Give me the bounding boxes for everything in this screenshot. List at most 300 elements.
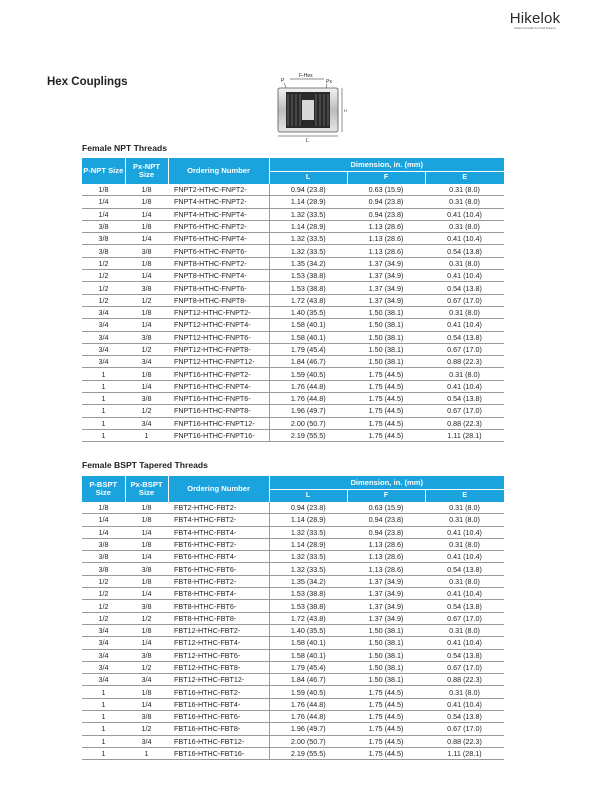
npt-cell-ordering-number: FNPT6-HTHC-FNPT4- [168,233,269,245]
bspt-cell-dim-e: 1.11 (28.1) [425,747,504,759]
bspt-cell-dim-l: 1.72 (43.8) [269,612,347,624]
npt-header-px: Px-NPT Size [125,158,168,184]
npt-cell-dim-e: 0.41 (10.4) [425,319,504,331]
bspt-cell-dim-l: 1.35 (34.2) [269,575,347,587]
npt-cell-dim-l: 1.58 (40.1) [269,319,347,331]
brand-logo [500,10,570,30]
bspt-cell-dim-f: 1.37 (34.9) [347,588,425,600]
npt-cell-dim-l: 1.53 (38.8) [269,282,347,294]
npt-cell-dim-e: 0.31 (8.0) [425,220,504,232]
npt-cell-dim-f: 1.37 (34.9) [347,282,425,294]
table-row [82,294,504,306]
npt-cell-ordering-number: FNPT12-HTHC-FNPT6- [168,331,269,343]
table-row [82,380,504,392]
npt-cell-ordering-number: FNPT16-HTHC-FNPT16- [168,429,269,441]
bspt-cell-dim-e: 0.67 (17.0) [425,723,504,735]
npt-cell-dim-f: 1.13 (28.6) [347,245,425,257]
npt-cell-p-size: 1 [82,380,125,392]
npt-cell-ordering-number: FNPT16-HTHC-FNPT6- [168,393,269,405]
bspt-cell-p-size: 1 [82,686,125,698]
npt-cell-dim-e: 0.54 (13.8) [425,331,504,343]
bspt-cell-px-size: 1/2 [125,612,168,624]
npt-cell-p-size: 3/4 [82,319,125,331]
bspt-cell-dim-l: 1.79 (45.4) [269,661,347,673]
npt-cell-dim-f: 0.94 (23.8) [347,208,425,220]
brand-tagline: Solution Provider For Fluid Systems [514,27,556,30]
npt-cell-dim-l: 1.14 (28.9) [269,220,347,232]
bspt-header-f: F [347,490,425,503]
npt-cell-dim-f: 1.50 (38.1) [347,356,425,368]
table-row [82,319,504,331]
diagram-label-hex: F-Hex [299,73,313,79]
npt-cell-p-size: 3/4 [82,331,125,343]
npt-cell-px-size: 3/4 [125,356,168,368]
bspt-cell-ordering-number: FBT16-HTHC-FBT16- [168,747,269,759]
table-row [82,624,504,636]
table-row [82,368,504,380]
bspt-cell-p-size: 1/8 [82,502,125,514]
bspt-cell-dim-f: 1.75 (44.5) [347,711,425,723]
npt-cell-dim-l: 1.14 (28.9) [269,196,347,208]
table-row [82,306,504,318]
bspt-cell-dim-e: 0.31 (8.0) [425,624,504,636]
npt-header-l: L [269,172,347,185]
bspt-cell-px-size: 1/4 [125,637,168,649]
npt-cell-px-size: 1 [125,429,168,441]
npt-cell-dim-e: 0.31 (8.0) [425,257,504,269]
table-row [82,343,504,355]
npt-cell-dim-f: 1.75 (44.5) [347,368,425,380]
bspt-cell-dim-l: 1.53 (38.8) [269,588,347,600]
bspt-cell-dim-l: 1.96 (49.7) [269,723,347,735]
npt-cell-dim-f: 1.37 (34.9) [347,270,425,282]
npt-section-title: Female NPT Threads [82,143,168,153]
npt-cell-dim-l: 1.32 (33.5) [269,208,347,220]
bspt-cell-dim-f: 1.50 (38.1) [347,624,425,636]
hex-coupling-diagram [270,70,360,150]
npt-cell-ordering-number: FNPT12-HTHC-FNPT8- [168,343,269,355]
bspt-cell-dim-e: 0.54 (13.8) [425,649,504,661]
npt-cell-dim-e: 0.54 (13.8) [425,245,504,257]
npt-cell-ordering-number: FNPT4-HTHC-FNPT2- [168,196,269,208]
bspt-cell-px-size: 1/8 [125,538,168,550]
bspt-header-l: L [269,490,347,503]
table-row [82,551,504,563]
bspt-cell-px-size: 1/4 [125,588,168,600]
bspt-cell-dim-f: 0.94 (23.8) [347,526,425,538]
bspt-cell-p-size: 1/2 [82,588,125,600]
bspt-cell-ordering-number: FBT16-HTHC-FBT12- [168,735,269,747]
bspt-cell-p-size: 3/4 [82,649,125,661]
npt-cell-ordering-number: FNPT12-HTHC-FNPT4- [168,319,269,331]
npt-cell-dim-l: 1.58 (40.1) [269,331,347,343]
table-row [82,600,504,612]
npt-cell-dim-l: 1.32 (33.5) [269,233,347,245]
bspt-cell-ordering-number: FBT6-HTHC-FBT4- [168,551,269,563]
npt-cell-dim-f: 1.75 (44.5) [347,380,425,392]
bspt-cell-dim-l: 1.59 (40.5) [269,686,347,698]
bspt-cell-p-size: 3/8 [82,538,125,550]
bspt-cell-dim-l: 1.32 (33.5) [269,526,347,538]
npt-cell-dim-l: 1.96 (49.7) [269,405,347,417]
npt-cell-ordering-number: FNPT12-HTHC-FNPT12- [168,356,269,368]
npt-cell-p-size: 3/4 [82,306,125,318]
npt-cell-px-size: 1/2 [125,343,168,355]
table-row [82,356,504,368]
bspt-cell-ordering-number: FBT12-HTHC-FBT2- [168,624,269,636]
bspt-cell-dim-e: 0.54 (13.8) [425,563,504,575]
table-row [82,514,504,526]
npt-cell-ordering-number: FNPT8-HTHC-FNPT6- [168,282,269,294]
npt-cell-dim-l: 1.79 (45.4) [269,343,347,355]
bspt-cell-ordering-number: FBT8-HTHC-FBT6- [168,600,269,612]
bspt-cell-px-size: 3/4 [125,735,168,747]
bspt-cell-dim-l: 1.53 (38.8) [269,600,347,612]
table-row [82,588,504,600]
brand-name: Hikelok [509,10,561,27]
npt-cell-dim-e: 0.41 (10.4) [425,233,504,245]
bspt-cell-p-size: 3/4 [82,661,125,673]
bspt-cell-ordering-number: FBT16-HTHC-FBT8- [168,723,269,735]
table-row [82,245,504,257]
bspt-cell-dim-e: 0.31 (8.0) [425,575,504,587]
bspt-cell-p-size: 1/4 [82,514,125,526]
npt-table-body [82,184,504,442]
table-row [82,674,504,686]
npt-cell-dim-l: 1.59 (40.5) [269,368,347,380]
npt-cell-dim-e: 0.67 (17.0) [425,343,504,355]
table-row [82,257,504,269]
npt-cell-px-size: 1/8 [125,257,168,269]
npt-cell-p-size: 1/2 [82,270,125,282]
bspt-cell-dim-l: 1.14 (28.9) [269,514,347,526]
npt-cell-dim-l: 2.00 (50.7) [269,417,347,429]
bspt-cell-dim-l: 1.14 (28.9) [269,538,347,550]
npt-cell-ordering-number: FNPT8-HTHC-FNPT2- [168,257,269,269]
npt-cell-p-size: 1 [82,405,125,417]
npt-cell-dim-f: 1.37 (34.9) [347,257,425,269]
npt-cell-ordering-number: FNPT6-HTHC-FNPT2- [168,220,269,232]
bspt-cell-px-size: 3/8 [125,711,168,723]
diagram-label-h: H [344,108,347,113]
table-row [82,429,504,441]
table-row [82,661,504,673]
bspt-cell-dim-l: 1.58 (40.1) [269,637,347,649]
npt-cell-px-size: 1/2 [125,294,168,306]
bspt-cell-px-size: 1/8 [125,514,168,526]
table-row [82,612,504,624]
table-row [82,417,504,429]
npt-cell-dim-e: 0.88 (22.3) [425,356,504,368]
npt-cell-ordering-number: FNPT8-HTHC-FNPT8- [168,294,269,306]
bspt-cell-ordering-number: FBT8-HTHC-FBT2- [168,575,269,587]
npt-cell-ordering-number: FNPT16-HTHC-FNPT2- [168,368,269,380]
npt-header-dimension: Dimension, in. (mm) [269,158,504,172]
npt-cell-dim-l: 1.32 (33.5) [269,245,347,257]
table-row [82,575,504,587]
bspt-cell-dim-l: 1.84 (46.7) [269,674,347,686]
bspt-cell-p-size: 3/8 [82,563,125,575]
bspt-cell-px-size: 3/8 [125,563,168,575]
bspt-cell-dim-e: 0.54 (13.8) [425,600,504,612]
bspt-cell-px-size: 1/8 [125,624,168,636]
npt-cell-dim-l: 1.53 (38.8) [269,270,347,282]
bspt-cell-dim-e: 0.31 (8.0) [425,538,504,550]
npt-cell-px-size: 1/8 [125,368,168,380]
npt-cell-dim-f: 1.13 (28.6) [347,233,425,245]
table-row [82,270,504,282]
bspt-cell-dim-f: 1.50 (38.1) [347,674,425,686]
bspt-cell-px-size: 1/2 [125,723,168,735]
npt-cell-px-size: 1/8 [125,184,168,196]
npt-header-ordering: Ordering Number [168,158,269,184]
npt-cell-dim-f: 1.50 (38.1) [347,319,425,331]
bspt-cell-px-size: 1/8 [125,686,168,698]
bspt-cell-dim-e: 0.31 (8.0) [425,514,504,526]
npt-cell-dim-l: 0.94 (23.8) [269,184,347,196]
bspt-header-px: Px-BSPT Size [125,476,168,502]
bspt-cell-dim-f: 1.50 (38.1) [347,661,425,673]
bspt-cell-px-size: 3/8 [125,600,168,612]
bspt-cell-ordering-number: FBT16-HTHC-FBT6- [168,711,269,723]
table-row [82,393,504,405]
bspt-cell-dim-e: 0.41 (10.4) [425,551,504,563]
table-row [82,220,504,232]
npt-cell-p-size: 1/2 [82,294,125,306]
npt-cell-dim-e: 1.11 (28.1) [425,429,504,441]
diagram-label-px: Px [326,79,332,85]
table-row [82,208,504,220]
bspt-cell-dim-e: 0.54 (13.8) [425,711,504,723]
table-row [82,747,504,759]
npt-cell-dim-f: 1.37 (34.9) [347,294,425,306]
table-row [82,282,504,294]
bspt-cell-dim-f: 1.37 (34.9) [347,575,425,587]
bspt-cell-ordering-number: FBT12-HTHC-FBT12- [168,674,269,686]
npt-cell-dim-f: 1.50 (38.1) [347,331,425,343]
bspt-cell-p-size: 1/2 [82,575,125,587]
bspt-cell-dim-e: 0.41 (10.4) [425,698,504,710]
npt-cell-px-size: 3/8 [125,245,168,257]
npt-cell-px-size: 3/8 [125,331,168,343]
npt-cell-dim-e: 0.41 (10.4) [425,270,504,282]
npt-cell-ordering-number: FNPT16-HTHC-FNPT8- [168,405,269,417]
npt-cell-dim-e: 0.31 (8.0) [425,368,504,380]
bspt-cell-dim-f: 1.75 (44.5) [347,686,425,698]
npt-cell-dim-e: 0.41 (10.4) [425,208,504,220]
bspt-cell-dim-f: 1.37 (34.9) [347,600,425,612]
bspt-cell-dim-l: 0.94 (23.8) [269,502,347,514]
npt-cell-dim-f: 1.50 (38.1) [347,343,425,355]
npt-cell-p-size: 1/2 [82,282,125,294]
bspt-cell-dim-l: 2.00 (50.7) [269,735,347,747]
npt-cell-dim-e: 0.31 (8.0) [425,196,504,208]
bspt-cell-dim-l: 1.40 (35.5) [269,624,347,636]
npt-cell-dim-e: 0.88 (22.3) [425,417,504,429]
bspt-cell-px-size: 3/8 [125,649,168,661]
bspt-cell-dim-l: 2.19 (55.5) [269,747,347,759]
npt-cell-p-size: 1/4 [82,196,125,208]
bspt-cell-dim-l: 1.32 (33.5) [269,551,347,563]
npt-cell-dim-l: 1.40 (35.5) [269,306,347,318]
bspt-cell-ordering-number: FBT6-HTHC-FBT2- [168,538,269,550]
npt-cell-dim-e: 0.31 (8.0) [425,306,504,318]
bspt-cell-dim-e: 0.31 (8.0) [425,502,504,514]
bspt-cell-p-size: 3/8 [82,551,125,563]
npt-cell-dim-e: 0.67 (17.0) [425,294,504,306]
npt-cell-dim-e: 0.67 (17.0) [425,405,504,417]
npt-cell-ordering-number: FNPT12-HTHC-FNPT2- [168,306,269,318]
table-row [82,538,504,550]
npt-cell-p-size: 1 [82,417,125,429]
bspt-cell-ordering-number: FBT8-HTHC-FBT4- [168,588,269,600]
bspt-cell-px-size: 1/4 [125,698,168,710]
npt-cell-ordering-number: FNPT2-HTHC-FNPT2- [168,184,269,196]
npt-cell-ordering-number: FNPT6-HTHC-FNPT6- [168,245,269,257]
npt-cell-px-size: 3/8 [125,282,168,294]
npt-cell-dim-e: 0.54 (13.8) [425,282,504,294]
bspt-cell-px-size: 1/8 [125,502,168,514]
npt-cell-px-size: 1/4 [125,319,168,331]
npt-cell-ordering-number: FNPT16-HTHC-FNPT4- [168,380,269,392]
npt-header-p: P-NPT Size [82,158,125,184]
npt-cell-p-size: 1 [82,429,125,441]
bspt-cell-dim-f: 1.37 (34.9) [347,612,425,624]
bspt-cell-ordering-number: FBT16-HTHC-FBT4- [168,698,269,710]
npt-cell-dim-e: 0.41 (10.4) [425,380,504,392]
npt-cell-px-size: 1/4 [125,270,168,282]
table-row [82,735,504,747]
table-row [82,698,504,710]
bspt-cell-dim-e: 0.41 (10.4) [425,588,504,600]
bspt-cell-ordering-number: FBT12-HTHC-FBT8- [168,661,269,673]
npt-cell-px-size: 1/4 [125,380,168,392]
bspt-cell-px-size: 1/4 [125,551,168,563]
npt-cell-px-size: 3/4 [125,417,168,429]
npt-cell-dim-l: 1.35 (34.2) [269,257,347,269]
npt-cell-p-size: 3/8 [82,220,125,232]
npt-cell-dim-l: 1.72 (43.8) [269,294,347,306]
bspt-header-ordering: Ordering Number [168,476,269,502]
npt-cell-dim-l: 1.76 (44.8) [269,393,347,405]
bspt-cell-dim-f: 1.75 (44.5) [347,747,425,759]
npt-cell-px-size: 1/4 [125,233,168,245]
bspt-cell-dim-e: 0.67 (17.0) [425,661,504,673]
table-row [82,723,504,735]
table-row [82,649,504,661]
bspt-cell-dim-f: 0.63 (15.9) [347,502,425,514]
table-row [82,405,504,417]
bspt-cell-p-size: 3/4 [82,674,125,686]
bspt-cell-px-size: 1/2 [125,661,168,673]
npt-cell-p-size: 3/4 [82,343,125,355]
npt-cell-dim-f: 1.50 (38.1) [347,306,425,318]
table-row [82,686,504,698]
npt-cell-ordering-number: FNPT4-HTHC-FNPT4- [168,208,269,220]
bspt-cell-ordering-number: FBT2-HTHC-FBT2- [168,502,269,514]
npt-cell-dim-f: 0.63 (15.9) [347,184,425,196]
bspt-cell-ordering-number: FBT4-HTHC-FBT4- [168,526,269,538]
bspt-cell-ordering-number: FBT12-HTHC-FBT4- [168,637,269,649]
bspt-cell-dim-f: 1.75 (44.5) [347,723,425,735]
table-row [82,711,504,723]
npt-cell-dim-e: 0.54 (13.8) [425,393,504,405]
bspt-cell-ordering-number: FBT4-HTHC-FBT2- [168,514,269,526]
npt-cell-dim-e: 0.31 (8.0) [425,184,504,196]
npt-cell-dim-f: 0.94 (23.8) [347,196,425,208]
bspt-cell-px-size: 1/4 [125,526,168,538]
npt-cell-ordering-number: FNPT8-HTHC-FNPT4- [168,270,269,282]
npt-cell-p-size: 1/2 [82,257,125,269]
bspt-cell-p-size: 1 [82,711,125,723]
bspt-cell-px-size: 1/8 [125,575,168,587]
table-row [82,526,504,538]
bspt-cell-dim-l: 1.32 (33.5) [269,563,347,575]
table-row [82,637,504,649]
bspt-table-body [82,502,504,760]
table-row [82,331,504,343]
npt-cell-px-size: 1/8 [125,306,168,318]
bspt-cell-p-size: 1 [82,735,125,747]
bspt-cell-ordering-number: FBT12-HTHC-FBT6- [168,649,269,661]
table-row [82,502,504,514]
npt-cell-dim-l: 1.84 (46.7) [269,356,347,368]
bspt-cell-p-size: 3/4 [82,624,125,636]
npt-cell-p-size: 1/8 [82,184,125,196]
npt-cell-px-size: 1/8 [125,220,168,232]
npt-cell-p-size: 3/8 [82,233,125,245]
bspt-header-e: E [425,490,504,503]
table-row [82,184,504,196]
npt-cell-px-size: 1/2 [125,405,168,417]
bspt-cell-dim-l: 1.76 (44.8) [269,711,347,723]
bspt-table [82,476,504,760]
bspt-cell-dim-e: 0.88 (22.3) [425,674,504,686]
diagram-label-p: P [281,78,285,84]
npt-cell-p-size: 1/4 [82,208,125,220]
bspt-cell-p-size: 1/4 [82,526,125,538]
npt-cell-px-size: 3/8 [125,393,168,405]
bspt-cell-dim-f: 1.50 (38.1) [347,637,425,649]
bspt-cell-dim-f: 1.13 (28.6) [347,538,425,550]
bspt-cell-p-size: 1/2 [82,600,125,612]
bspt-cell-dim-e: 0.31 (8.0) [425,686,504,698]
bspt-cell-p-size: 1 [82,698,125,710]
bspt-cell-p-size: 1/2 [82,612,125,624]
npt-cell-dim-f: 1.13 (28.6) [347,220,425,232]
npt-cell-dim-f: 1.75 (44.5) [347,393,425,405]
bspt-cell-dim-f: 1.75 (44.5) [347,698,425,710]
bspt-cell-dim-e: 0.88 (22.3) [425,735,504,747]
bspt-cell-p-size: 3/4 [82,637,125,649]
npt-cell-px-size: 1/4 [125,208,168,220]
npt-cell-px-size: 1/8 [125,196,168,208]
bspt-header-p: P-BSPT Size [82,476,125,502]
npt-cell-dim-l: 2.19 (55.5) [269,429,347,441]
bspt-cell-ordering-number: FBT8-HTHC-FBT8- [168,612,269,624]
bspt-cell-dim-l: 1.58 (40.1) [269,649,347,661]
npt-table [82,158,504,442]
bspt-cell-p-size: 1 [82,723,125,735]
bspt-cell-ordering-number: FBT6-HTHC-FBT6- [168,563,269,575]
bspt-cell-ordering-number: FBT16-HTHC-FBT2- [168,686,269,698]
npt-header-f: F [347,172,425,185]
npt-cell-dim-l: 1.76 (44.8) [269,380,347,392]
bspt-cell-dim-f: 1.13 (28.6) [347,563,425,575]
bspt-cell-dim-f: 0.94 (23.8) [347,514,425,526]
bspt-section-title: Female BSPT Tapered Threads [82,460,208,470]
bspt-cell-dim-l: 1.76 (44.8) [269,698,347,710]
